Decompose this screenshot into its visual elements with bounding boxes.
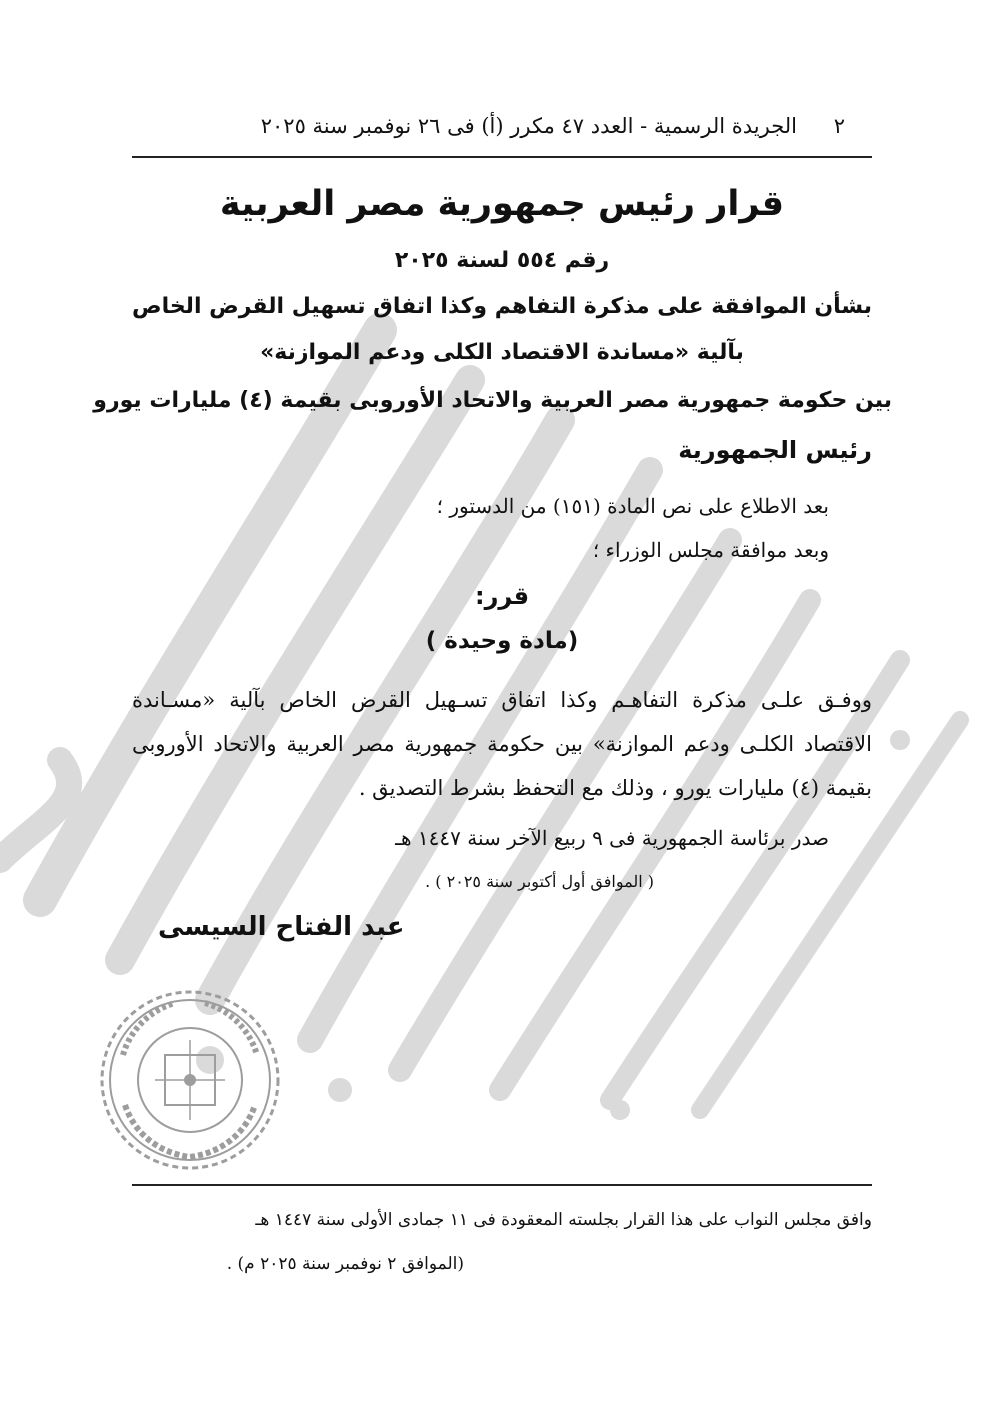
watermark-dot — [610, 1100, 630, 1120]
preamble-line-1: بعد الاطلاع على نص المادة (١٥١) من الدستور ؛ — [436, 494, 829, 518]
watermark-dot — [328, 1078, 352, 1102]
footnote-line-1: وافق مجلس النواب على هذا القرار بجلسته المعقودة فى ١١ جمادى الأولى سنة ١٤٤٧ هـ — [255, 1210, 872, 1230]
decree-number: رقم ٥٥٤ لسنة ٢٠٢٥ — [394, 248, 610, 273]
decree-subject-line-1: بشأن الموافقة على مذكرة التفاهم وكذا اتفاق تسهيل القرض الخاص — [131, 294, 872, 319]
issue-date-equivalent: ( الموافق أول أكتوبر سنة ٢٠٢٥ ) . — [425, 872, 654, 891]
signature: عبد الفتاح السيسى — [158, 912, 405, 942]
decree-subject-line-3: بين حكومة جمهورية مصر العربية والاتحاد الأوروبى بقيمة (٤) مليارات يورو — [93, 388, 892, 413]
issuer-heading: رئيس الجمهورية — [678, 436, 872, 464]
header-divider — [132, 156, 872, 158]
decree-subject-line-2: بآلية «مساندة الاقتصاد الكلى ودعم الموازنة» — [260, 340, 744, 365]
decree-title: قرار رئيس جمهورية مصر العربية — [219, 184, 785, 224]
article-body: ووفـق علـى مذكرة التفاهـم وكذا اتفاق تسـهيل القرض الخاص بآلية «مسـاندة الاقتصاد الكلـى ودعم الموازنة» بين حكومة جمهورية مصر العربية والاتحاد الأوروبى بقيمة (٤) مليارات يورو ، وذلك مع التحفظ بشرط التصديق . — [132, 688, 872, 800]
decree-label: قرر: — [474, 582, 530, 610]
footnote-divider — [132, 1184, 872, 1186]
issue-date: صدر برئاسة الجمهورية فى ٩ ربيع الآخر سنة ١٤٤٧ هـ — [395, 826, 829, 850]
page-number: ٢ — [833, 114, 845, 138]
ministry-seal-stamp — [95, 985, 285, 1175]
preamble-line-2: وبعد موافقة مجلس الوزراء ؛ — [592, 538, 829, 562]
article-label: (مادة وحيدة ) — [425, 628, 579, 654]
header-text: الجريدة الرسمية - العدد ٤٧ مكرر (أ) فى ٢٦ نوفمبر سنة ٢٠٢٥ — [260, 114, 797, 138]
footnote-line-2: (الموافق ٢ نوفمبر سنة ٢٠٢٥ م) . — [226, 1254, 464, 1274]
watermark-dot — [890, 730, 910, 750]
